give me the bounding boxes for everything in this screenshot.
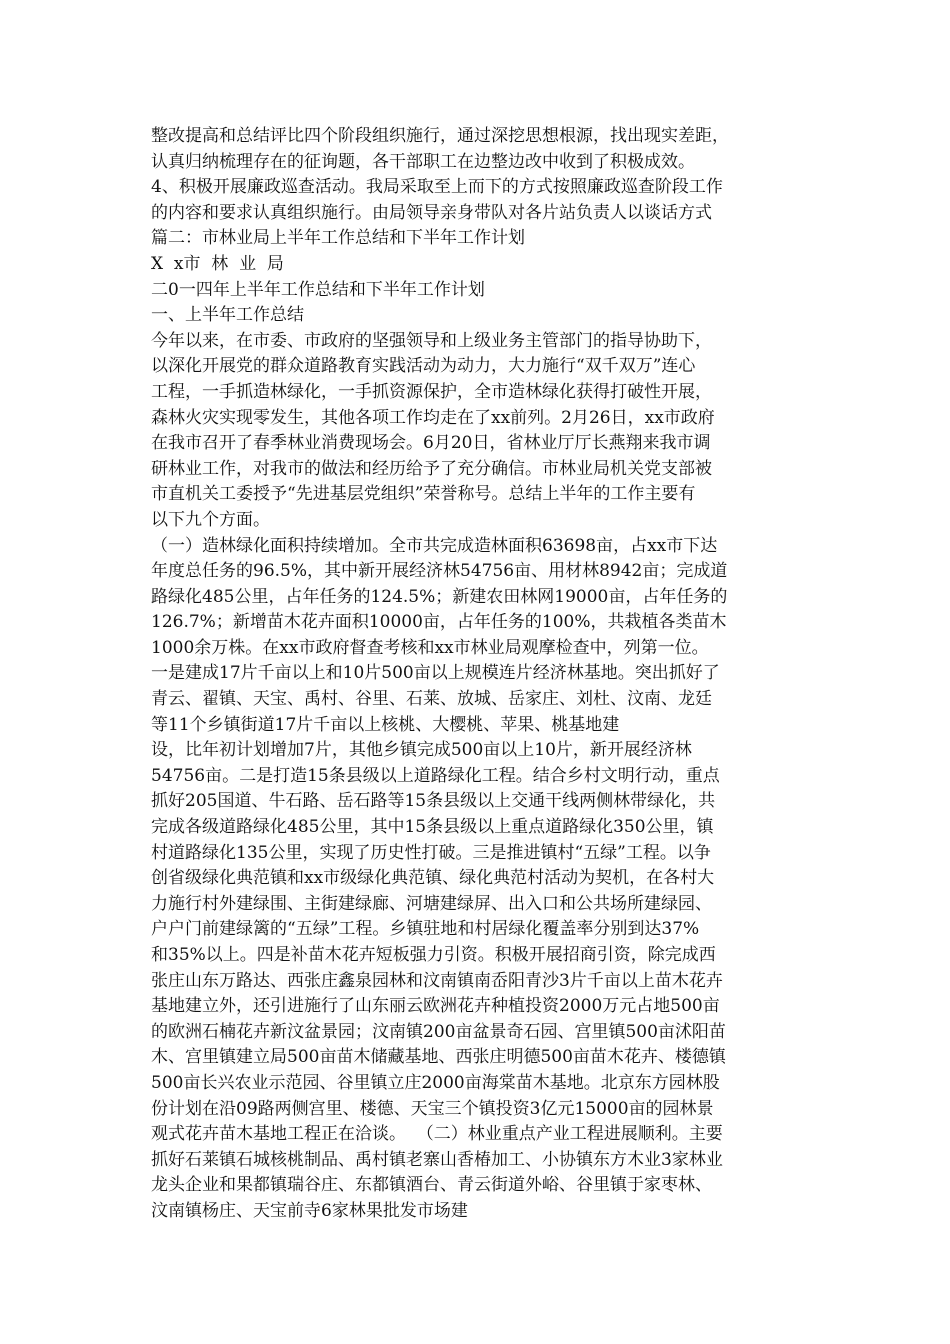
text-line: 54756亩。二是打造15条县级以上道路绿化工程。结合乡村文明行动，重点 bbox=[151, 765, 720, 786]
document-title: 二0一四年上半年工作总结和下半年工作计划 bbox=[151, 279, 485, 300]
text-line: 龙头企业和果都镇瑞谷庄、东都镇酒台、青云街道外峪、谷里镇于家枣林、 bbox=[151, 1175, 712, 1196]
text-line: 等11个乡镇街道17片千亩以上核桃、大樱桃、苹果、桃基地建 bbox=[151, 714, 620, 735]
text-line: 基地建立外，还引进施行了山东丽云欧洲花卉种植投资2000万元占地500亩 bbox=[151, 996, 720, 1017]
text-line: 抓好石莱镇石城核桃制品、禹村镇老寨山香椿加工、小协镇东方木业3家林业 bbox=[151, 1149, 723, 1170]
text-line: 1000余万株。在xx市政府督查考核和xx市林业局观摩检查中，列第一位。 bbox=[151, 637, 709, 658]
text-line: 126.7%；新增苗木花卉面积10000亩，占年任务的100%，共栽植各类苗木 bbox=[151, 612, 727, 633]
text-line: 市直机关工委授予“先进基层党组织”荣誉称号。总结上半年的工作主要有 bbox=[151, 484, 696, 505]
text-line: 森林火灾实现零发生，其他各项工作均走在了xx前列。2月26日，xx市政府 bbox=[151, 407, 715, 428]
text-line: 的欧洲石楠花卉新汶盆景园；汶南镇200亩盆景奇石园、宫里镇500亩沭阳苗 bbox=[151, 1021, 726, 1042]
subsection-heading: 一、上半年工作总结 bbox=[151, 305, 304, 326]
text-line: 观式花卉苗木基地工程正在洽谈。 （二）林业重点产业工程进展顺利。主要 bbox=[151, 1124, 723, 1145]
text-line: 抓好205国道、牛石路、岳石路等15条县级以上交通干线两侧林带绿化，共 bbox=[151, 791, 716, 812]
text-line: 4、积极开展廉政巡查活动。我局采取至上而下的方式按照廉政巡查阶段工作 bbox=[151, 177, 723, 198]
text-line: 设，比年初计划增加7片，其他乡镇完成500亩以上10片，新开展经济林 bbox=[151, 740, 692, 761]
text-line: 整改提高和总结评比四个阶段组织施行，通过深挖思想根源，找出现实差距， bbox=[151, 126, 729, 146]
text-line: 张庄山东万路达、西张庄鑫泉园林和汶南镇南岙阳青沙3片千亩以上苗木花卉 bbox=[151, 970, 723, 991]
organization-name: X x市 林 业 局 bbox=[151, 253, 284, 274]
text-line: （一）造林绿化面积持续增加。全市共完成造林面积63698亩，占xx市下达 bbox=[151, 535, 718, 556]
text-line: 和35%以上。四是补苗木花卉短板强力引资。积极开展招商引资，除完成西 bbox=[151, 945, 716, 965]
text-line: 年度总任务的96.5%，其中新开展经济林54756亩、用材林8942亩；完成道 bbox=[151, 561, 728, 582]
text-line: 500亩长兴农业示范园、谷里镇立庄2000亩海棠苗木基地。北京东方园林股 bbox=[151, 1072, 720, 1093]
text-line: 户户门前建绿篱的“五绿”工程。乡镇驻地和村居绿化覆盖率分别到达37% bbox=[151, 919, 700, 940]
text-line: 力施行村外建绿围、主街建绿廊、河塘建绿屏、出入口和公共场所建绿园、 bbox=[151, 893, 712, 914]
text-line: 以深化开展党的群众道路教育实践活动为动力，大力施行“双千双万”连心 bbox=[151, 356, 696, 377]
text-line: 的内容和要求认真组织施行。由局领导亲身带队对各片站负责人以谈话方式 bbox=[151, 202, 712, 223]
text-line: 今年以来，在市委、市政府的坚强领导和上级业务主管部门的指导协助下， bbox=[151, 330, 712, 351]
text-line: 路绿化485公里，占年任务的124.5%；新建农田林网19000亩，占年任务的 bbox=[151, 586, 728, 607]
document-body bbox=[151, 124, 801, 1225]
text-line: 认真归纳梳理存在的征询题，各干部职工在边整边改中收到了积极成效。 bbox=[151, 151, 695, 172]
text-line: 村道路绿化135公里，实现了历史性打破。三是推进镇村“五绿”工程。以争 bbox=[151, 842, 711, 863]
text-line: 青云、翟镇、天宝、禹村、谷里、石莱、放城、岳家庄、刘杜、汶南、龙廷 bbox=[151, 689, 712, 710]
text-line: 木、宫里镇建立局500亩苗木储藏基地、西张庄明德500亩苗木花卉、楼德镇 bbox=[151, 1047, 726, 1068]
text-line: 汶南镇杨庄、天宝前寺6家林果批发市场建 bbox=[151, 1200, 468, 1221]
text-line: 一是建成17片千亩以上和10片500亩以上规模连片经济林基地。突出抓好了 bbox=[151, 663, 720, 684]
text-line: 在我市召开了春季林业消费现场会。6月20日，省林业厅厅长燕翔来我市调 bbox=[151, 433, 711, 454]
text-line: 研林业工作，对我市的做法和经历给予了充分确信。市林业局机关党支部被 bbox=[151, 458, 712, 479]
text-line: 份计划在沿09路两侧宫里、楼德、天宝三个镇投资3亿元15000亩的园林景 bbox=[151, 1098, 714, 1119]
text-line: 创省级绿化典范镇和xx市级绿化典范镇、绿化典范村活动为契机，在各村大 bbox=[151, 868, 715, 889]
text-line: 以下九个方面。 bbox=[151, 509, 270, 530]
section-heading: 篇二：市林业局上半年工作总结和下半年工作计划 bbox=[151, 228, 525, 249]
text-line: 完成各级道路绿化485公里，其中15条县级以上重点道路绿化350公里，镇 bbox=[151, 817, 714, 838]
text-line: 工程，一手抓造林绿化，一手抓资源保护，全市造林绿化获得打破性开展， bbox=[151, 381, 712, 402]
